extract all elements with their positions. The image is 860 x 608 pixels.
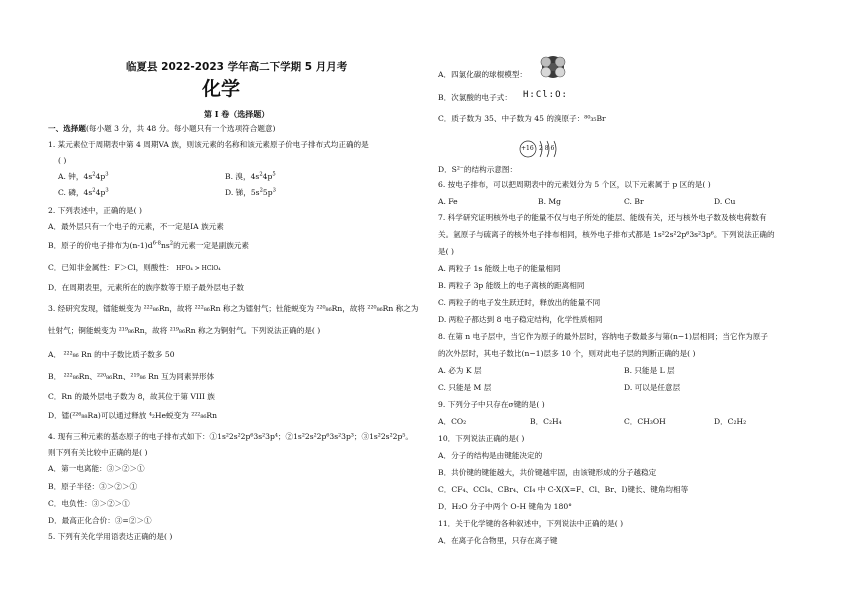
q1-option-b: B. 溴，$4s^24p^5$ [225, 171, 276, 181]
q3-option-c: C．Rn 的最外层电子数为 8，故其位于第 VIII 族 [48, 392, 215, 401]
q6-option-d: D. Cu [714, 197, 736, 206]
q10-option-c: C．CF₄、CCl₄、CBr₄、CI₄ 中 C-X(X=F、Cl、Br、I)键长、键角均相等 [438, 485, 689, 494]
q3-option-d: D．镭(²²⁶₈₈Ra)可以通过释放 ⁴₂He蜕变为 ²²²₈₆Rn [48, 411, 218, 420]
ccl4-model-icon [538, 52, 568, 82]
q1-blank: ( ) [58, 156, 67, 165]
q6-stem: 6. 按电子排布，可以把周期表中的元素划分为 5 个区，以下元素属于 p 区的是( ) [438, 180, 711, 189]
q11-option-a: A．在离子化合物里，只存在离子键 [438, 536, 558, 545]
q9-stem: 9. 下列分子中只存在σ键的是( ) [438, 400, 545, 409]
q2-option-c: C．已知非金属性：F＞Cl，则酸性： HFO₄ > HClO₄ [48, 263, 221, 272]
section-heading [48, 124, 276, 134]
q7-option-c: C. 两粒子的电子发生跃迁时，释放出的能量不同 [438, 298, 601, 307]
q7-stem-line3: 是( ) [438, 247, 454, 256]
q1-option-d: D. 锑，$5s^25p^3$ [225, 187, 276, 197]
q8-option-b: B. 只能是 L 层 [624, 366, 675, 375]
section-note: (每小题 3 分，共 48 分。每小题只有一个选项符合题意) [85, 124, 276, 133]
q4-option-d: D．最高正化合价：③=②＞① [48, 516, 152, 525]
q3-option-a: A． ²²²₈₆ Rn 的中子数比质子数多 50 [48, 350, 175, 359]
q4-option-a: A．第一电离能：③＞②＞① [48, 464, 145, 473]
q10-option-d: D．H₂O 分子中两个 O-H 键角为 180° [438, 502, 572, 511]
q8-stem-line2: 的次外层时，其电子数比(n−1)层多 10 个，则对此电子层的判断正确的是( ) [438, 349, 696, 358]
q1-option-a: A. 钟，$4s^24p^3$ [58, 171, 109, 181]
q8-option-a: A. 必为 K 层 [438, 366, 482, 375]
q2-option-b: B．原子的价电子排布为$(n-1)d^{6-8}ns^2$的元素一定是副族元素 [48, 240, 249, 250]
q7-option-a: A. 两粒子 1s 能级上电子的能量相同 [438, 264, 561, 273]
ccl4-ball-stick-model [538, 52, 568, 82]
q9-option-d: D．C₂H₂ [714, 417, 747, 426]
q3-option-b: B． ²²²₈₆Rn、²²⁰₈₆Rn、²¹⁹₈₆ Rn 互为同素异形体 [48, 372, 215, 381]
q6-option-b: B. Mg [538, 197, 562, 206]
shell-counts: 2 8 6 [539, 145, 555, 152]
q5-option-a: A．四氯化碳的球棍模型： [438, 70, 528, 79]
q8-option-d: D. 可以是任意层 [624, 383, 681, 392]
q7-option-b: B. 两粒子 3p 能级上的电子离核的距离相同 [438, 281, 585, 290]
q3-stem-line1: 3. 经研究发现，镭能蜕变为 ²²²₈₆Rn，故将 ²²²₈₆Rn 称之为镭射气；钍能蜕变为 ²²⁰₈₆Rn，故将 ²²⁰₈₆Rn 称之为 [48, 304, 419, 313]
q10-stem: 10．下列说法正确的是( ) [438, 434, 525, 443]
q10-option-a: A．分子的结构是由键能决定的 [438, 451, 543, 460]
q6-option-c: C. Br [624, 197, 644, 206]
q4-option-b: B．原子半径：③＞②＞① [48, 482, 138, 491]
subject-title: 化学 [202, 78, 241, 100]
q7-option-d: D. 两粒子都达到 8 电子稳定结构，化学性质相同 [438, 315, 603, 324]
q7-stem-line2: 关。氩原子与硫离子的核外电子排布相同，核外电子排布式都是 1s²2s²2p⁶3s²3p⁶。下列说法正确的 [438, 230, 775, 239]
exam-title: 临夏县 2022-2023 学年高二下学期 5 月月考 [126, 61, 348, 73]
q5-stem: 5. 下列有关化学用语表达正确的是( ) [48, 532, 173, 541]
q10-option-b: B．共价键的键能越大，共价键越牢固，由该键形成的分子越稳定 [438, 468, 657, 477]
q7-stem-line1: 7. 科学研究证明核外电子的能量不仅与电子所处的能层、能级有关，还与核外电子数及核电荷数有 [438, 213, 767, 222]
volume-heading: 第 I 卷（选择题） [204, 109, 270, 119]
q5-option-c: C．质子数为 35、中子数为 45 的溴原子：⁸⁰₃₅Br [438, 114, 606, 123]
q2-option-d: D．在周期表里，元素所在的族序数等于原子最外层电子数 [48, 283, 244, 292]
q8-stem-line1: 8. 在第 n 电子层中，当它作为原子的最外层时，容纳电子数最多与第(n−1)层相同；当它作为原子 [438, 332, 768, 341]
nucleus-label: +16 [521, 145, 534, 152]
q8-option-c: C. 只能是 M 层 [438, 383, 492, 392]
q3-stem-line2: 钍射气；锕能蜕变为 ²¹⁹₈₆Rn，故将 ²¹⁹₈₆Rn 称之为锕射气。下列说法正确的是( ) [48, 326, 321, 335]
q6-option-a: A. Fe [438, 197, 458, 206]
q4-option-c: C．电负性：③＞②＞① [48, 499, 130, 508]
q9-option-b: B．C₂H₄ [530, 417, 562, 426]
q9-option-c: C．CH₃OH [624, 417, 666, 426]
q5-option-d: D．S²⁻的结构示意图： [438, 165, 518, 174]
q2-stem: 2. 下列表述中，正确的是( ) [48, 206, 142, 215]
section-title: 一、选择题 [48, 124, 86, 133]
q2-option-a: A．最外层只有一个电子的元素，不一定是IA 族元素 [48, 222, 224, 231]
q9-option-a: A．CO₂ [438, 417, 467, 426]
q4-stem-line2: 则下列有关比较中正确的是( ) [48, 448, 148, 457]
s2-structure-diagram [518, 137, 562, 161]
q1-stem: 1. 某元素位于周期表中第 4 周期VA 族，则该元素的名称和该元素原子价电子排布式均正确的是 [48, 140, 369, 149]
q5-option-b: B．次氯酸的电子式： [438, 93, 512, 102]
hclo-electron-formula: H:Cl:O: [523, 90, 568, 100]
q1-option-c: C. 磷，$4s^24p^3$ [58, 187, 109, 197]
q4-stem-line1: 4. 现有三种元素的基态原子的电子排布式如下：①1s²2s²2p⁶3s²3p⁴；②1s²2s²2p⁶3s²3p³；③1s²2s²2p⁵。 [48, 432, 413, 441]
q11-stem: 11．关于化学键的各种叙述中，下列说法中正确的是( ) [438, 519, 624, 528]
